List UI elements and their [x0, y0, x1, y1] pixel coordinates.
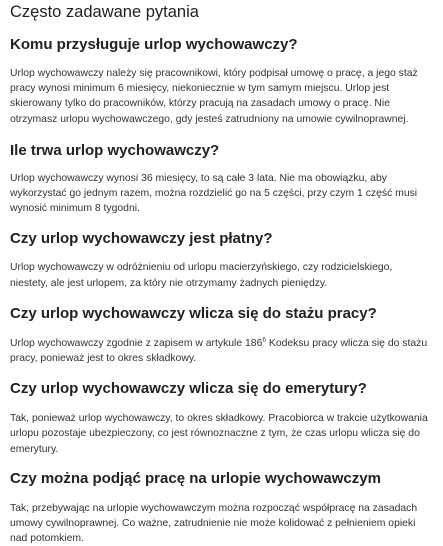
article-superscript: 6 — [262, 336, 266, 344]
faq-item-3 — [10, 229, 433, 290]
faq-item-4 — [10, 304, 433, 366]
faq-question: Komu przysługuje urlop wychowawczy? — [10, 36, 298, 53]
answer-text-start: Urlop wychowawczy zgodnie z zapisem w artykule 186 — [10, 337, 263, 349]
faq-item-1 — [10, 35, 433, 127]
answer-text-end: Kodeksu pracy wlicza się do stażu pracy, ponieważ jest to okres składkowy. — [10, 337, 428, 365]
faq-answer — [10, 336, 433, 366]
faq-answer: Urlop wychowawczy w odróżnieniu od urlopu macierzyńskiego, czy rodzicielskiego, niestety, ale jest urlopem, za który nie otrzymamy żadnych pieniędzy. — [10, 262, 393, 289]
faq-answer: Urlop wychowawczy należy się pracownikowi, który podpisał umowę o pracę, a jego staż pracy wynosi minimum 6 miesięcy, niekoniecznie w tym samym miejscu. Urlop jest skierowany tylko do pracowników, którzy pracują na zasadach umowy o pracę. Nie otrzymasz urlopu wychowawczego, gdy jesteś zatrudniony na umowie cywilnoprawnej. — [10, 68, 418, 125]
page-title: Często zadawane pytania — [10, 3, 199, 21]
faq-question: Czy urlop wychowawczy jest płatny? — [10, 230, 273, 248]
faq-question: Czy urlop wychowawczy wlicza się do emerytury? — [10, 380, 367, 398]
faq-item-5 — [10, 379, 433, 457]
faq-question: Ile trwa urlop wychowawczy? — [10, 141, 220, 159]
faq-question: Czy można podjąć pracę na urlopie wychowawczym — [10, 469, 381, 487]
faq-answer: Tak, ponieważ urlop wychowawczy, to okres składkowy. Pracobiorca w trakcie użytkowania urlopu pozostaje ubezpieczony, co jest równoznaczne z tym, że czas urlopu wlicza się do emerytury. — [10, 413, 428, 455]
faq-item-2 — [10, 141, 433, 217]
faq-answer: Urlop wychowawczy wynosi 36 miesięcy, to są całe 3 lata. Nie ma obowiązku, aby wykorzystać go jednym razem, można rozdzielić go na 5 części, przy czym 1 część musi wynosić minimum 8 tygodni. — [10, 172, 418, 215]
faq-question: Czy urlop wychowawczy wlicza się do stażu pracy? — [10, 304, 377, 322]
faq-item-6 — [10, 469, 433, 546]
faq-answer: Tak, przebywając na urlopie wychowawczym można rozpocząć współpracę na zasadach umowy cywilnoprawnej. Co ważne, zatrudnienie nie może kolidować z pełnieniem opieki nad potomkiem. — [10, 502, 418, 545]
